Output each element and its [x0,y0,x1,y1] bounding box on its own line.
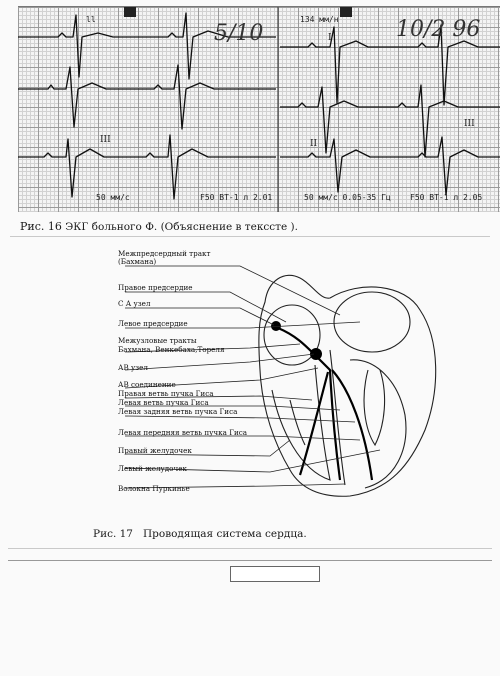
label-left-bundle-branch: Левая ветвь пучка Гиса [118,398,209,407]
lead-label: III [464,119,475,129]
handwritten-note-left: 5/10 [214,21,264,46]
ecg-header-left: ll [86,15,96,24]
divider [10,236,490,237]
label-right-bundle-branch: Правая ветвь пучка Гиса [118,389,214,398]
label-internodal-tracts: Межузловые тракты [118,336,197,345]
caption-text: ЭКГ больного Ф. (Объяснение в текссте ). [65,221,298,233]
label-internodal-names: Бахмана, Венкебаха,Тореля [118,345,225,354]
conduction-bundle [278,328,340,480]
lead-label: I [328,33,332,43]
label-left-posterior-fascicle: Левая задняя ветвь пучка Гиса [118,407,238,416]
lead-label: II [310,139,318,149]
divider [8,548,492,549]
figure-number: Рис. 16 [20,220,62,233]
label-av-junction: АВ соединение [118,380,176,389]
ecg-footer: F50 BT-1 л 2.01 [200,193,273,202]
ecg-footer: F50 BT-1 л 2.05 [410,193,483,202]
lead-label: III [100,135,111,145]
right-ventricle [272,365,330,480]
label-left-ventricle: Левый желудочек [118,464,188,473]
paper-marker [340,7,352,17]
label-bachmann-tract: Межпредсердный тракт (Бахмана) [118,249,211,266]
handwritten-note-right: 10/2 96 [396,17,481,42]
figure-number: Рис. 17 [93,528,133,540]
left-ventricle [350,360,406,488]
right-bundle-branch [300,372,328,475]
ecg-header-right: 134 мм/н [300,15,339,24]
page-edge [8,560,492,561]
paper-strip [230,566,320,582]
label-left-atrium: Левое предсердие [118,319,188,328]
ecg-footer: 50 мм/с 0.05-35 Гц [304,193,391,202]
ecg-trace [18,65,276,129]
heart-diagram [0,240,500,520]
label-av-node: АВ узел [118,363,148,372]
left-atrium [334,292,410,352]
papillary-muscle [290,400,305,445]
figure-17-caption [93,528,307,540]
label-left-anterior-fascicle: Левая передняя ветвь пучка Гиса [118,428,248,437]
caption-text: Проводящая система сердца. [143,528,307,540]
label-right-atrium: Правое предсердие [118,283,193,292]
papillary-muscle [364,370,385,445]
heart-outline [259,275,436,496]
label-right-ventricle: Правый желудочек [118,446,192,455]
label-purkinje-fibers: Волокна Пуркинье [118,484,190,493]
paper-marker [124,7,136,17]
label-sa-node: С А узел [118,299,151,308]
figure-16-caption [20,220,298,233]
ecg-recording [18,6,500,212]
ecg-trace [18,135,276,199]
ecg-footer: 50 мм/с [96,193,130,202]
